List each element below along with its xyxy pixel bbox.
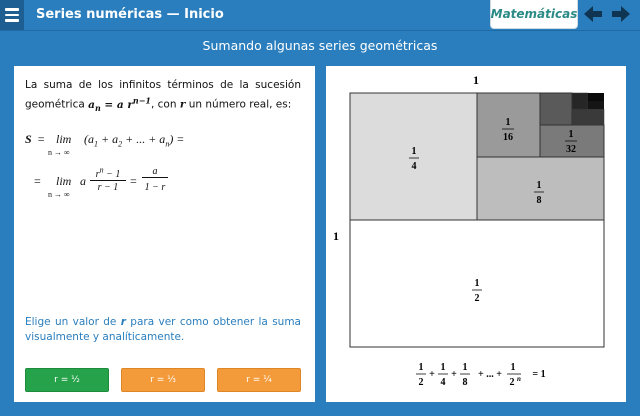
a-coef: a: [80, 174, 86, 188]
piece-64th: [540, 93, 572, 125]
label-eighth-num: 1: [536, 180, 542, 191]
intro-text-c: un número real, es:: [185, 98, 292, 111]
svg-text:+: +: [451, 369, 457, 380]
piece-256th: [572, 93, 588, 109]
an-term: $a_n = a$ $r^{n-1}$: [88, 95, 151, 113]
side-length-label: 1: [333, 229, 339, 243]
forward-arrow-icon[interactable]: [610, 4, 632, 24]
sum-expression: ($a_1 + a_2$ + ... + $a_n$) =: [84, 132, 185, 149]
intro-text-a: La suma de los infinitos términos de la sucesión geométrica: [25, 79, 301, 111]
figure-panel: [326, 66, 626, 402]
lim-sub-1: n → ∞: [48, 148, 70, 157]
fraction-1-num: $r^n - 1$: [90, 166, 126, 181]
page-title: Series numéricas — Inicio: [36, 7, 224, 22]
intro-text-b: , con: [150, 98, 180, 111]
series-term-2-den: 4: [440, 377, 446, 388]
series-term-n-den: 2: [509, 377, 515, 388]
top-length-label: 1: [473, 73, 479, 87]
r-third-button[interactable]: r = ⅓: [121, 368, 205, 392]
series-term-n-exp: n: [517, 375, 521, 383]
result-den: 1 − r: [144, 182, 166, 193]
label-sixteenth-den: 16: [503, 132, 513, 143]
series-term-3-den: 8: [462, 377, 468, 388]
svg-text:+: +: [429, 369, 435, 380]
label-eighth-den: 8: [536, 195, 542, 206]
intro-text: [25, 78, 301, 116]
explanation-panel: [14, 66, 315, 402]
label-quarter-den: 4: [411, 161, 417, 172]
r-half-button[interactable]: r = ½: [25, 368, 109, 392]
lim-1: lim: [56, 132, 72, 146]
hamburger-icon: [5, 8, 19, 11]
series-term-1-den: 2: [418, 377, 424, 388]
series-term-n-num: 1: [510, 362, 516, 373]
piece-512th: [588, 101, 604, 109]
series-result: = 1: [532, 369, 546, 380]
lim-sub-2: n → ∞: [48, 190, 70, 199]
lim-2: lim: [56, 174, 72, 188]
fraction-1-den: r − 1: [97, 182, 119, 193]
label-32-den: 32: [566, 144, 576, 155]
label-32-num: 1: [568, 129, 574, 140]
geometric-square-figure: [326, 66, 626, 402]
formula-line-1: S =: [25, 132, 45, 146]
top-bar: [0, 0, 640, 31]
hamburger-icon: [5, 19, 19, 22]
menu-button[interactable]: [0, 0, 24, 30]
hint-text: Elige un valor de r para ver como obtener la suma visualmente y analíticamente.: [25, 316, 301, 343]
piece-1024th: [588, 93, 604, 101]
label-half-num: 1: [474, 278, 480, 289]
piece-128th: [572, 109, 604, 125]
hamburger-icon: [5, 14, 19, 17]
eq-sign-3: =: [130, 174, 137, 188]
back-arrow-icon[interactable]: [582, 4, 604, 24]
r-quarter-button[interactable]: r = ¼: [217, 368, 301, 392]
series-term-2-num: 1: [440, 362, 446, 373]
series-term-1-num: 1: [418, 362, 424, 373]
subject-tab[interactable]: Matemáticas: [490, 0, 578, 29]
eq-sign-2: =: [34, 174, 41, 188]
label-sixteenth-num: 1: [505, 117, 511, 128]
r-variable: r: [179, 98, 186, 111]
series-dots: + ... +: [478, 369, 502, 380]
series-term-3-num: 1: [462, 362, 468, 373]
label-half-den: 2: [474, 293, 480, 304]
section-subtitle: Sumando algunas series geométricas: [202, 38, 438, 53]
result-num: a: [142, 166, 168, 178]
label-quarter-num: 1: [411, 146, 417, 157]
